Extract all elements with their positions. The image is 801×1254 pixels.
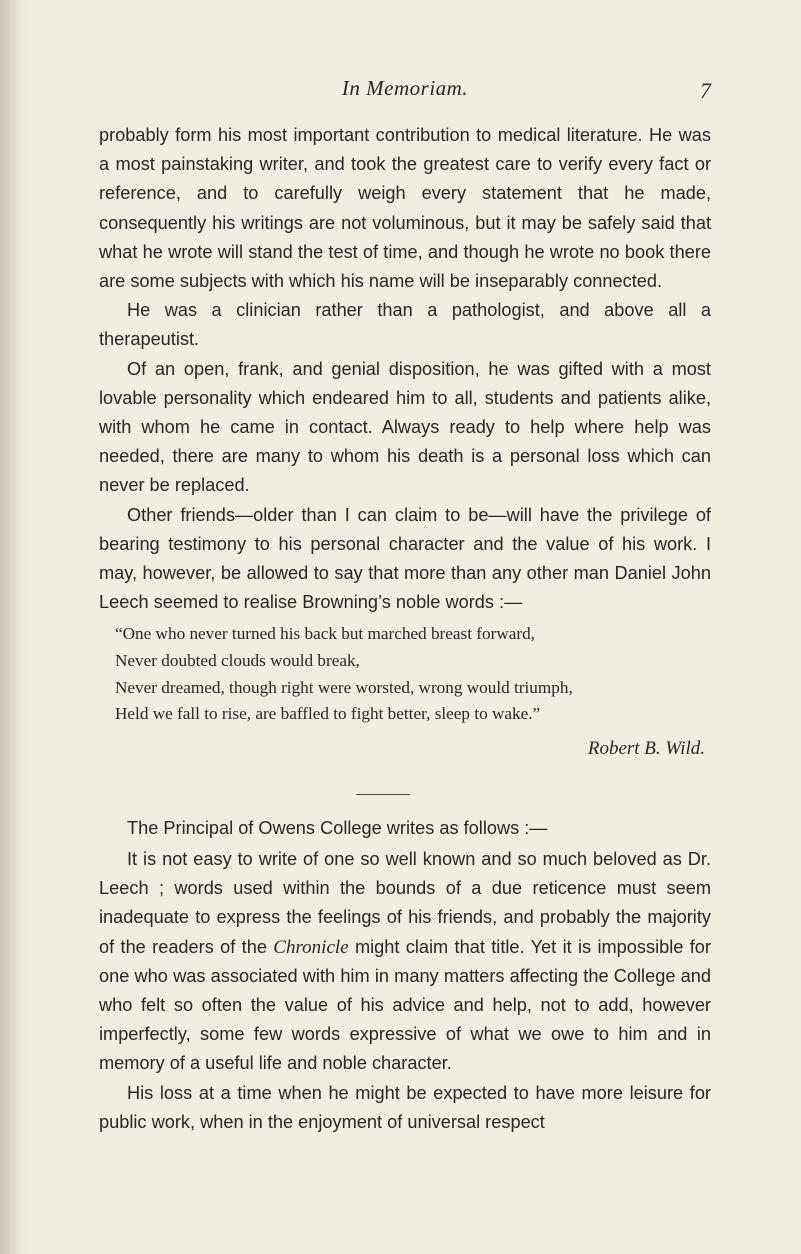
paragraph: probably form his most important contribution to medical literature. He was a most painstaking writer, and took the greatest care to verify every fact or reference, and to carefully weigh every statement that he made, consequently his writings are not voluminous, but it may be safely said that what he wrote will stand the test of time, and though he wrote no book there are some subjects with which his name will be inseparably connected.: [99, 125, 711, 292]
quote-line: Never dreamed, though right were worsted, wrong would triumph,: [115, 677, 573, 697]
paragraph: Of an open, frank, and genial disposition, he was gifted with a most lovable personality which endeared him to all, students and patients alike, with whom he came in contact. Always ready to help where help was needed, there are many to whom his death is a personal loss which can never be replaced.: [99, 358, 711, 496]
quote-line: “One who never turned his back but marched breast forward,: [115, 624, 535, 644]
paragraph: His loss at a time when he might be expected to have more leisure for public work, when in the enjoyment of universal respect: [99, 1082, 711, 1132]
page-edge-shadow: [0, 0, 26, 1254]
running-head: In Memoriam.: [341, 76, 469, 100]
body-text: [99, 121, 711, 1137]
chronicle-title: Chronicle: [273, 936, 349, 958]
browning-quote: [99, 621, 711, 727]
paragraph-text: might claim that title. Yet it is impossible for one who was associated with him in many matters affecting the College and who felt so often the value of his advice and help, not to add, however imperfectly, some few words expressive of what we owe to him and in memory of a useful life and noble character.: [99, 936, 711, 1074]
paragraph: [99, 845, 711, 1079]
section-divider: [99, 764, 711, 814]
page-header: [99, 76, 711, 108]
paragraph-text: It is not easy to write of one so well known and so much beloved as Dr. Leech ; words used within the bounds of a due reticence must seem inadequate to express the feelings of his friends, and probably the majority of the readers of the: [99, 849, 711, 957]
paragraph: He was a clinician rather than a pathologist, and above all a therapeutist.: [99, 300, 711, 350]
paragraph: Other friends—older than I can claim to be—will have the privilege of bearing testimony to his personal character and the value of his work. I may, however, be allowed to say that more than any other man Daniel John Leech seemed to realise Browning’s noble words :—: [99, 504, 711, 613]
quote-line: Held we fall to rise, are baffled to fight better, sleep to wake.”: [115, 704, 541, 724]
divider-rule: [356, 794, 410, 795]
quote-line: Never doubted clouds would break,: [115, 651, 360, 671]
section-intro: The Principal of Owens College writes as follows :—: [127, 817, 548, 838]
page-number: 7: [700, 78, 711, 103]
signature: Robert B. Wild.: [587, 737, 705, 759]
